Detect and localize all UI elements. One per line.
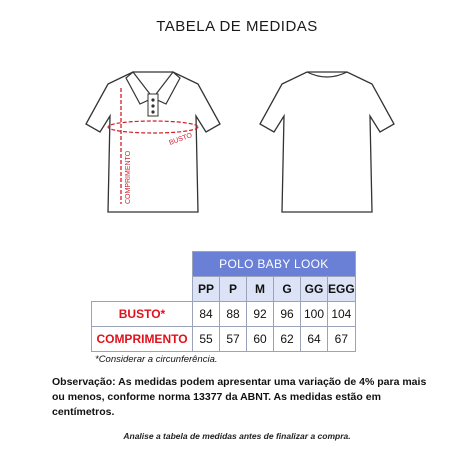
size-header: GG xyxy=(301,277,328,302)
bust-label: BUSTO xyxy=(168,132,194,147)
size-header: PP xyxy=(193,277,220,302)
size-header: EGG xyxy=(328,277,356,302)
size-table xyxy=(91,251,356,352)
table-cell: 88 xyxy=(220,302,247,327)
table-row xyxy=(92,302,356,327)
row-label: COMPRIMENTO xyxy=(92,327,193,352)
shirt-back-outline xyxy=(260,72,394,212)
table-cell: 62 xyxy=(274,327,301,352)
page-title: TABELA DE MEDIDAS xyxy=(156,18,318,35)
table-cell: 84 xyxy=(193,302,220,327)
blank-cell xyxy=(92,277,193,302)
table-row xyxy=(92,327,356,352)
table-cell: 55 xyxy=(193,327,220,352)
table-cell: 60 xyxy=(247,327,274,352)
observation-text: Observação: As medidas podem apresentar uma variação de 4% para mais ou menos, conforme norma 13377 da ABNT. As medidas estão em centímetros. xyxy=(52,376,427,418)
size-header: P xyxy=(220,277,247,302)
analyze-note: Analise a tabela de medidas antes de finalizar a compra. xyxy=(123,431,351,441)
table-cell: 92 xyxy=(247,302,274,327)
button-2 xyxy=(151,104,154,107)
table-cell: 57 xyxy=(220,327,247,352)
row-label: BUSTO* xyxy=(92,302,193,327)
table-cell: 96 xyxy=(274,302,301,327)
button-3 xyxy=(151,110,154,113)
shirt-front-diagram xyxy=(78,64,228,219)
table-cell: 64 xyxy=(301,327,328,352)
size-header: M xyxy=(247,277,274,302)
table-cell: 100 xyxy=(301,302,328,327)
table-cell: 104 xyxy=(328,302,356,327)
table-cell: 67 xyxy=(328,327,356,352)
circumference-note: *Considerar a circunferência. xyxy=(95,354,218,365)
model-header: POLO BABY LOOK xyxy=(193,252,356,277)
size-header: G xyxy=(274,277,301,302)
button-1 xyxy=(151,98,154,101)
length-label: COMPRIMENTO xyxy=(125,150,132,204)
shirt-back-diagram xyxy=(252,64,402,219)
blank-cell xyxy=(92,252,193,277)
shirt-front-outline xyxy=(86,72,220,212)
